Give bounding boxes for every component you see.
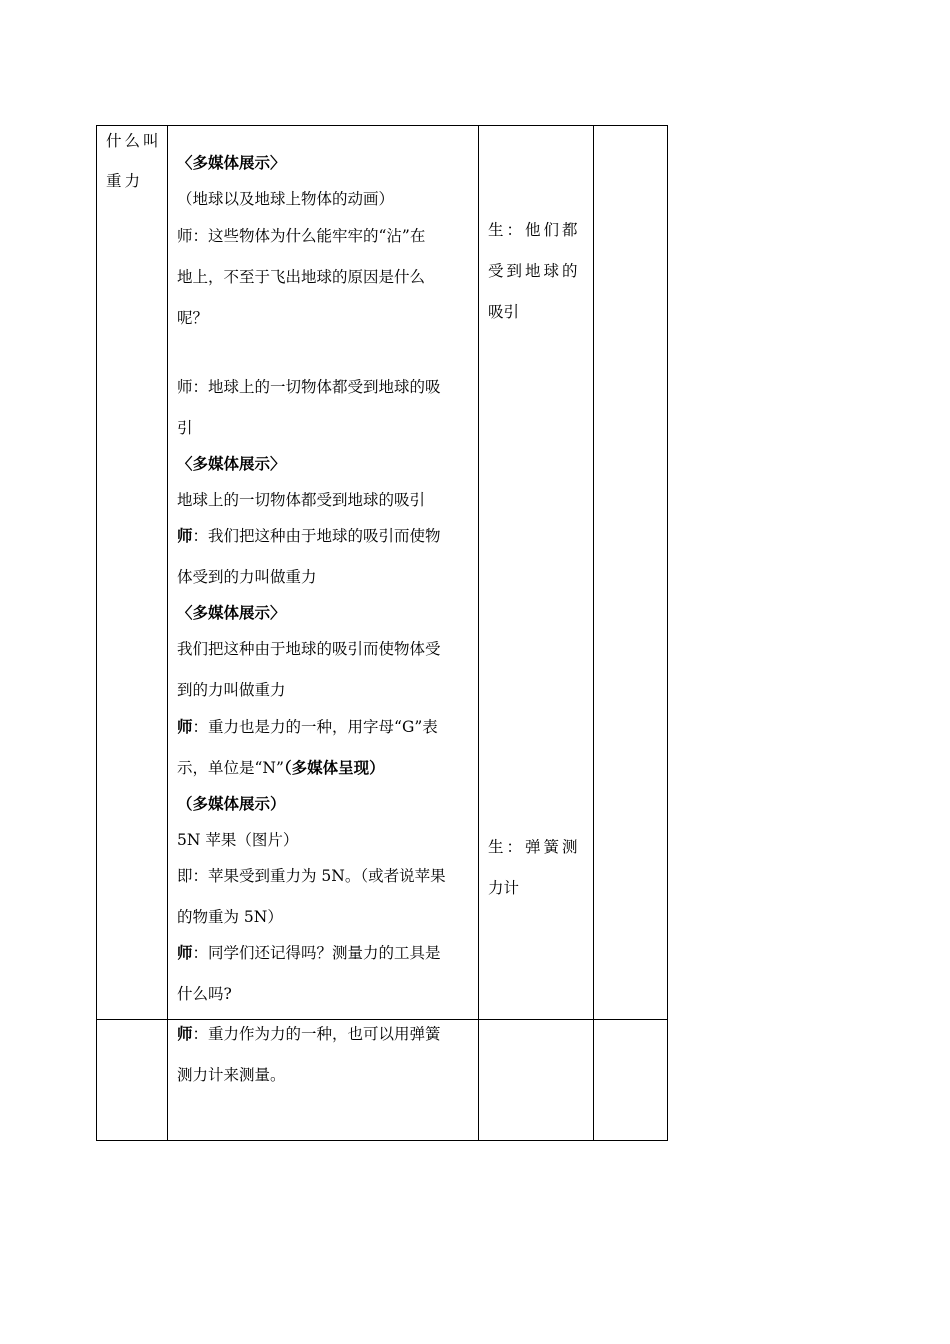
media-heading-2: 〈多媒体展示〉 — [177, 454, 286, 473]
column-divider-2 — [478, 126, 479, 1140]
apple-explanation-line-2: 的物重为 5N） — [177, 908, 283, 926]
topic-line-2: 重力 — [106, 172, 144, 190]
teacher-tool-question-line-1: 师：同学们还记得吗？测量力的工具是 — [177, 943, 441, 962]
teacher-statement-line-2: 引 — [177, 419, 193, 437]
teacher-label: 师 — [177, 943, 193, 962]
teacher-question-line-1: 师：这些物体为什么能牢牢的“沾”在 — [177, 227, 426, 245]
topic-line-1: 什么叫 — [106, 132, 162, 150]
lesson-table — [96, 125, 668, 1141]
teacher-label: 师 — [177, 1024, 193, 1043]
media-inline-note: （多媒体呈现） — [283, 758, 385, 777]
media-text-3-line-1: 我们把这种由于地球的吸引而使物体受 — [177, 640, 441, 658]
teacher-tool-question-line-2: 什么吗? — [177, 985, 232, 1003]
teacher-measure-line-1: 师：重力作为力的一种，也可以用弹簧 — [177, 1024, 441, 1043]
teacher-statement-line-1: 师：地球上的一切物体都受到地球的吸 — [177, 378, 441, 396]
teacher-gravity-line-2: 体受到的力叫做重力 — [177, 568, 317, 586]
apple-picture-caption: 5N 苹果（图片） — [177, 831, 299, 849]
teacher-measure-line-2: 测力计来测量。 — [177, 1066, 286, 1084]
media-text-3-line-2: 到的力叫做重力 — [177, 681, 286, 699]
apple-explanation-line-1: 即：苹果受到重力为 5N。（或者说苹果 — [177, 867, 446, 885]
teacher-unit-line-2: 示，单位是“N”（多媒体呈现） — [177, 758, 385, 777]
teacher-label: 师 — [177, 717, 193, 736]
media-heading-3: 〈多媒体展示〉 — [177, 603, 286, 622]
teacher-gravity-line-1: 师：我们把这种由于地球的吸引而使物 — [177, 526, 441, 545]
column-divider-1 — [167, 126, 168, 1140]
media-heading-4: （多媒体展示） — [177, 794, 286, 813]
student-answer-2-line-2: 力计 — [488, 879, 520, 897]
column-divider-3 — [593, 126, 594, 1140]
row-divider — [97, 1019, 667, 1020]
animation-note: （地球以及地球上物体的动画） — [177, 190, 395, 208]
teacher-label: 师 — [177, 526, 193, 545]
teacher-unit-line-1: 师：重力也是力的一种，用字母“G”表 — [177, 717, 438, 736]
student-answer-2-line-1: 生：弹簧测 — [488, 838, 581, 856]
media-heading-1: 〈多媒体展示〉 — [177, 153, 286, 172]
student-answer-1-line-3: 吸引 — [488, 303, 520, 321]
teacher-question-line-3: 呢？ — [177, 309, 209, 327]
media-text-2: 地球上的一切物体都受到地球的吸引 — [177, 491, 426, 509]
student-answer-1-line-1: 生：他们都 — [488, 221, 581, 239]
teacher-question-line-2: 地上，不至于飞出地球的原因是什么 — [177, 268, 426, 286]
student-answer-1-line-2: 受到地球的 — [488, 262, 581, 280]
